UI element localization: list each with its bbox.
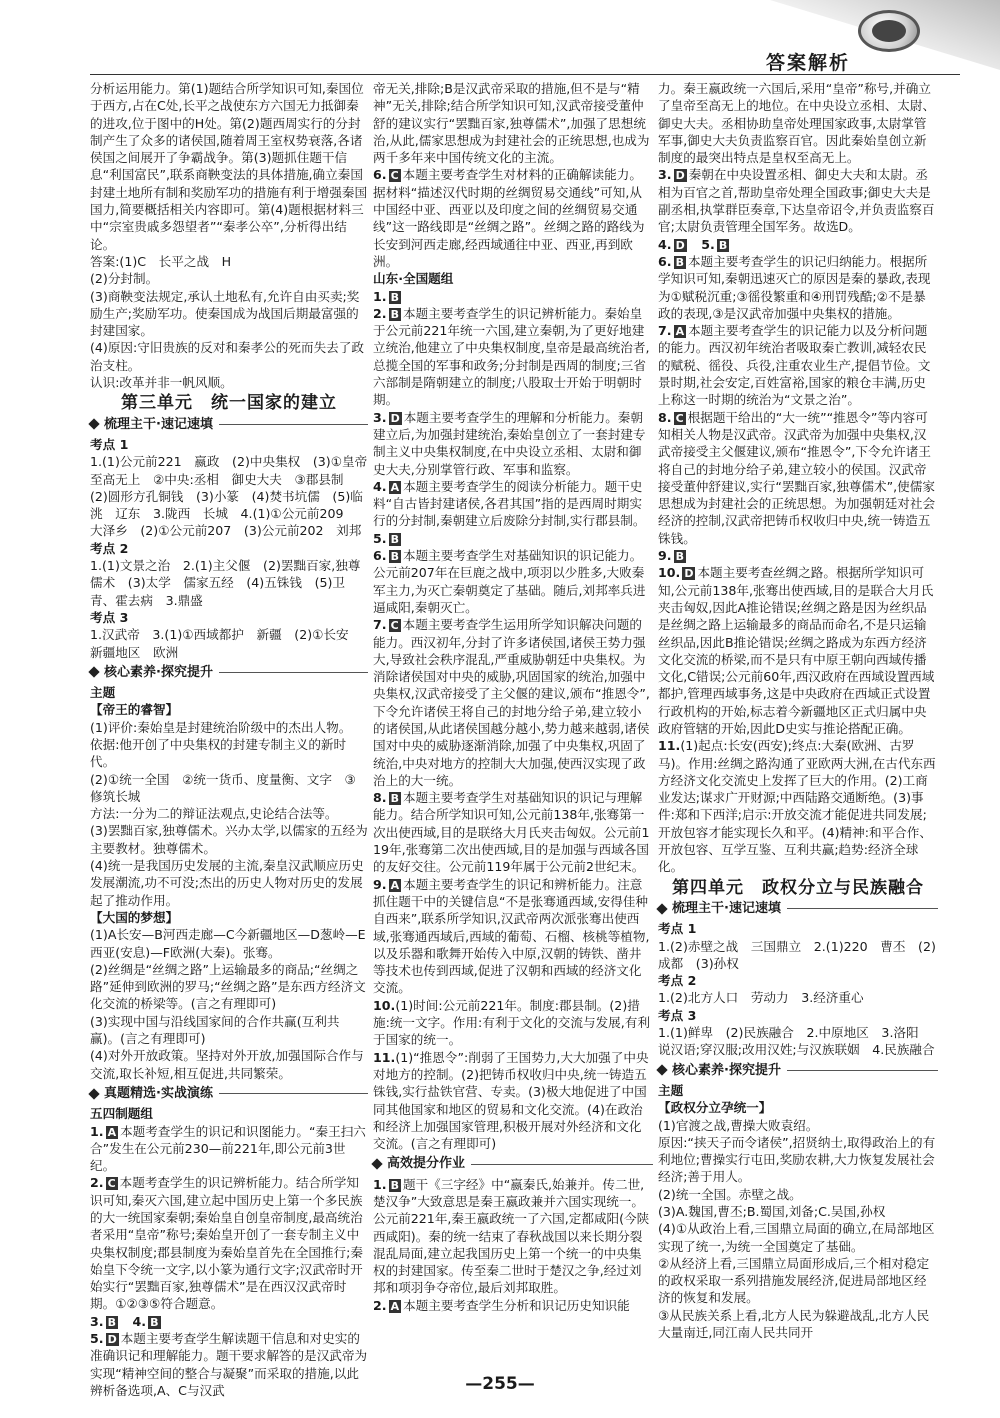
text-line: (3)实现中国与沿线国家间的合作共赢(互利共赢)。(言之有理即可) [90,1013,340,1047]
question-item: 5. D 本题主要考查学生解读题干信息和对史实的准确识记和理解能力。题干要求解答的是汉武帝为实现“精神空间的整合与凝聚”而采取的措施,以此辨析备选项,A、C与汉武 [90,1331,368,1398]
diamond-icon [88,1088,99,1099]
text-line: 原因:“挟天子而令诸侯”,招贤纳士,取得政治上的有利地位;曹操实行屯田,奖励农耕,大力恢复发展社会经济;善于用人。 [658,1134,936,1185]
text-line: (3)A.魏国,曹丕;B.蜀国,刘备;C.吴国,孙权 [658,1204,886,1219]
text-line: 力。秦王嬴政统一六国后,采用“皇帝”称号,并确立了皇帝至高无上的地位。在中央设立丞相、太尉、御史大夫。丞相协助皇帝处理国家政事,太尉掌管军事,御史大夫负责监察百官。因此秦始皇创立新制度的最突出特点是皇权至高无上。 [658,81,936,166]
question-item: 10. D 本题主要考查丝绸之路。根据所学知识可知,公元前138年,张骞出使西域,目的是联合大月氏夹击匈奴,因此A推论错误;丝绸之路是因为丝织品是丝绸之路上运输最多的商品而命名,不是只运输丝织品,因此B推论错误;丝绸之路成为东西方经济文化交流的桥梁,而不是只有中原王朝向西域传播文化,C错误;公元前60年,西汉政府在西域设置西域都护,管理西域事务,这是中央政府在西域正式设置行政机构的开始,标志着今新疆地区正式归属中央政府管辖的开始,因此D史实与推论搭配正确。 [658,565,935,736]
column-left [90,80,368,1398]
text-line: (2)①统一全国 ②统一货币、度量衡、文字 ③修筑长城 [90,771,356,804]
text-line: 分析运用能力。第(1)题结合所学知识可知,秦国位于西方,占在C处,长平之战使东方六国无力抵御秦的进攻,位于图中的H处。第(2)题西周实行的分封制产生了众多的诸侯国,随着周王室权势衰落,各诸侯国之间展开了争霸战争。第(3)题抓住题干信息“利国富民”,联系商鞅变法的具体措施,确立秦国封建土地所有制和奖励军功的措施有利于增强秦国国力,简要概括相关内容即可。第(4)题根据材料三中“宗室贵戚多怨望者”“秦孝公卒”,分析得出结论。 [90,81,368,252]
question-item: 4. D 5. B [658,236,728,252]
question-item: 6. B 本题主要考查学生对基础知识的识记能力。公元前207年在巨鹿之战中,项羽以少胜多,大败秦军主力,为灭亡秦朝奠定了基础。随后,刘邦率兵进逼咸阳,秦朝灭亡。 [373,548,646,615]
diamond-icon [656,1065,667,1076]
question-item: 4. A 本题主要考查学生的阅读分析能力。题干史料“自古皆封建诸侯,各君其国”指的是西周时期实行的分封制,秦朝建立后废除分封制,实行郡县制。 [373,478,646,529]
diamond-icon [88,667,99,678]
question-item: 9. B [658,548,684,564]
question-item: 6. B 本题主要考查学生的识记归纳能力。根据所学知识可知,秦朝迅速灭亡的原因是秦的暴政,表现为①赋税沉重;③徭役繁重和④刑罚残酷;②不是暴政的表现,③是汉武帝加强中央集权的措施。 [658,253,931,321]
text-line: (4)原因:守旧贵族的反对和秦孝公的死而失去了政治支柱。 [90,340,364,373]
text-line: (1)评价:秦始皇是封建统治阶级中的杰出人物。 [90,719,352,735]
point-text: 1.(1)文景之治 2.(1)主父偃 (2)罢黜百家,独尊儒术 (3)太学 儒家五经 (4)五铢钱 (5)卫青、霍去病 3.鼎盛 [90,558,361,608]
point-label: 考点 1 [90,436,129,452]
question-item: 9. A 本题主要考查学生的识记和辨析能力。注意抓住题干中的关键信息“不是张骞通西域,安得佳种自西来”,联系所学知识,汉武帝两次派张骞出使西域,张骞通西域后,西域的葡萄、石榴、核桃等植物,以及乐器和歌舞开始传入中原,汉朝的铸铁、凿井等技术也传到西域,促进了汉朝和西域的经济文化交流。 [373,876,650,996]
text-line: 答案:(1)C 长平之战 H [90,253,232,269]
question-item: 11.(1)起点:长安(西安);终点:大秦(欧洲、古罗马)。作用:丝绸之路沟通了亚欧两大洲,在古代东西方经济文化交流史上发挥了巨大的作用。(2)工商业发达;谋求广开财源;中西陆路交通断绝。(3)事件:郑和下西洋;启示:开放交流才能促进共同发展;开放包容才能实现长久和平。(4)精神:和平合作、开放包容、互学互鉴、互利共赢;趋势:经济全球化。 [658,738,936,875]
question-item: 7. A 本题主要考查学生的识记能力以及分析问题的能力。西汉初年统治者吸取秦亡教训,减轻农民的赋税、徭役、兵役,注重农业生产,提倡节俭。文景时期,社会安定,百姓富裕,国家的粮仓丰满,历史上称这一时期的统治为“文景之治”。 [658,323,931,408]
text-line: (4)对外开放政策。坚持对外开放,加强国际合作与交流,取长补短,相互促进,共同繁荣。 [90,1048,364,1081]
section-heading: 梳理主干·速记速填 [658,900,938,917]
box-title: 【政权分立孕统一】 [658,1100,772,1116]
theme-label: 主题 [90,685,116,701]
question-item: 7. C 本题主要考查学生运用所学知识解决问题的能力。西汉初年,分封了许多诸侯国,诸侯王势力强大,导致社会秩序混乱,严重威胁朝廷中央集权。为消除诸侯国对中央的威胁,巩固国家的统治,加强中央集权,汉武帝接受了主父偃的建议,颁布“推恩令”,下令允许诸侯王将自己的封地分给子弟,建立较小的诸侯国,从此诸侯国越分越小,势力越来越弱,诸侯国对中央的威胁逐渐消除,加强了中央集权,巩固了统治,中央对地方的控制大大加强,使西汉实现了政治上的大一统。 [373,617,650,788]
point-text: 1.(1)鲜卑 (2)民族融合 2.中原地区 3.洛阳 说汉语;穿汉服;改用汉姓;与汉族联姻 4.民族融合 [658,1025,935,1058]
text-line: (3)商鞅变法规定,承认土地私有,允许自由买卖;奖励生产;奖励军功。使秦国成为战国后期最富强的封建国家。 [90,288,360,339]
text-line: (1)官渡之战,曹操大败袁绍。 [658,1117,819,1133]
question-item: 1. B 题干《三字经》中“嬴秦氏,始兼并。传二世,楚汉争”大致意思是秦王嬴政兼并六国实现统一。公元前221年,秦王嬴政统一了六国,定都咸阳(今陕西咸阳)。秦的统一结束了春秋战国以来长期分裂混乱局面,建立起我国历史上第一个统一的中央集权的封建国家。传至秦二世时于楚汉之争,经过刘邦和项羽争夺帝位,最后刘邦取胜。 [373,1176,650,1296]
page-number: —255— [465,1374,535,1394]
point-text: 1.汉武帝 3.(1)①西域都护 新疆 (2)①长安 新疆地区 欧洲 [90,627,362,660]
group-label: 五四制题组 [90,1106,153,1122]
publisher-logo-icon [858,10,920,52]
point-label: 考点 3 [658,1007,697,1023]
text-line: 认识:改革并非一帆风顺。 [90,375,233,391]
unit-title: 第三单元 统一国家的建立 [121,393,337,414]
text-line: 帝无关,排除;B是汉武帝采取的措施,但不是与“精神”无关,排除;结合所学知识可知,汉武帝接受董仲舒的建议实行“罢黜百家,独尊儒术”,加强了思想统治,从此,儒家思想成为封建社会的正统思想,也成为两千多年来中国传统文化的主流。 [373,81,650,166]
question-item: 11.(1)“推恩令”:削弱了王国势力,大大加强了中央对地方的控制。(2)把铸币权收归中央,统一铸造五铢钱,实行盐铁官营、专卖。(3)极大地促进了中国同其他国家和地区的贸易和文化交流。(4)在政治和经济上加强国家管理,积极开展对外经济和文化交流。(言之有理即可) [373,1049,649,1152]
section-heading: 核心素养·探究提升 [658,1062,938,1079]
point-label: 考点 2 [90,540,129,556]
box-title: 【帝王的睿智】 [90,702,179,718]
question-item: 10.(1)时间:公元前221年。制度:郡县制。(2)措施:统一文字。作用:有利于文化的交流与发展,有利于国家的统一。 [373,997,650,1048]
theme-label: 主题 [658,1082,684,1098]
group-label: 山东·全国题组 [373,271,454,287]
point-text: 1.(2)北方人口 劳动力 3.经济重心 [658,990,864,1006]
text-line: (3)罢黜百家,独尊儒术。兴办太学,以儒家的五经为主要教材。独尊儒术。 [90,823,368,856]
box-title: 【大国的梦想】 [90,909,179,925]
question-item: 1. A 本题考查学生的识记和识图能力。“秦王扫六合”发生在公元前230—前221年,即公元前3世纪。 [90,1123,366,1174]
text-line: 方法:一分为二的辩证法观点,史论结合法等。 [90,806,338,822]
question-item: 5. B [373,530,399,546]
question-item: 2. A 本题主要考查学生分析和识记历史知识能 [373,1297,630,1313]
text-line: (2)统一全国。赤壁之战。 [658,1186,802,1202]
section-heading: 梳理主干·速记速填 [90,416,368,433]
question-item: 8. C 根据题干给出的“大一统”“推恩令”等内容可知相关人物是汉武帝。汉武帝为加强中央集权,汉武帝接受主父偃建议,颁布“推恩令”,下令允许诸王将自己的封地分给子弟,建立较小的侯国。汉武帝接受董仲舒建议,实行“罢黜百家,独尊儒术”,使儒家思想成为封建社会的正统思想。为加强朝廷对社会经济的控制,汉武帝把铸币权收归中央,统一铸造五铢钱。 [658,409,936,546]
text-line: ②从经济上看,三国鼎立局面形成后,三个相对稳定的政权采取一系列措施发展经济,促进局部地区经济的恢复和发展。 [658,1255,930,1306]
point-label: 考点 3 [90,609,129,625]
section-heading: 高效提分作业 [373,1155,653,1172]
question-item: 2. C 本题考查学生的识记辨析能力。结合所学知识可知,秦灭六国,建立起中国历史上第一个多民族的大一统国家秦朝;秦始皇自创皇帝制度,最高统治者采用“皇帝”称号;秦始皇开创了一套专制主义中央集权制度;郡县制度为秦始皇首先在全国推行;秦始皇下令统一文字,以小篆为通行文字;汉武帝时开始实行“罢黜百家,独尊儒术”是在西汉汉武帝时期。①②③⑤符合题意。 [90,1175,363,1312]
point-text: 1.(2)赤壁之战 三国鼎立 2.(1)220 曹丕 (2)成都 (3)孙权 [658,938,936,971]
question-item: 8. B 本题主要考查学生对基础知识的识记与理解能力。结合所学知识可知,公元前138年,张骞第一次出使西域,目的是联络大月氏夹击匈奴。公元前119年,张骞第二次出使西域,目的是加强与西域各国的友好交往。公元前119年属于公元前2世纪末。 [373,790,650,875]
text-line: (1)A长安—B河西走廊—C今新疆地区—D葱岭—E西亚(安息)—F欧洲(大秦)。张骞。 [90,927,366,960]
question-item: 2. B 本题主要考查学生的识记辨析能力。秦始皇于公元前221年统一六国,建立秦朝,为了更好地建立统治,他建立了中央集权制度,皇帝是最高统治者,总揽全国的军事和政务;分封制是西周的制度;三省六部制是隋朝建立的制度;八股取士开始于明朝时期。 [373,305,650,408]
text-line: (2)分封制。 [90,271,159,287]
diamond-icon [656,903,667,914]
text-line: 依据:他开创了中央集权的封建专制主义的新时代。 [90,736,347,770]
diamond-icon [371,1158,382,1169]
text-line: (2)丝绸是“丝绸之路”上运输最多的商品;“丝绸之路”延伸到欧洲的罗马;“丝绸之路”是东西方经济文化交流的桥梁等。(言之有理即可) [90,961,366,1012]
question-item: 3. D 秦朝在中央设置丞相、御史大夫和太尉。丞相为百官之首,帮助皇帝处理全国政事;御史大夫是副丞相,执掌群臣奏章,下达皇帝诏令,并负责监察百官;太尉负责管理全国军务。故选D。 [658,167,935,235]
diamond-icon [88,419,99,430]
question-item: 3. D 本题主要考查学生的理解和分析能力。秦朝建立后,为加强封建统治,秦始皇创立了一套封建专制主义中央集权制度,在中央设立丞相、太尉和御史大夫,分别掌管行政、军事和监察。 [373,409,646,477]
point-text: 1.(1)公元前221 嬴政 (2)中央集权 (3)①皇帝至高无上 ②中央:丞相 御史大夫 ③郡县制 (2)圆形方孔铜钱 (3)小篆 (4)焚书坑儒 (5)临洮 辽东 3.陇西 长城 4.(1)①公元前209 大泽乡 (2)①公元前207 (3)公元前202 刘邦 [90,454,368,539]
column-right [658,80,938,1360]
question-item: 3. B 4. B [90,1313,159,1329]
header-divider [90,74,960,75]
unit-title: 第四单元 政权分立与民族融合 [672,877,924,898]
text-line: (4)①从政治上看,三国鼎立局面的确立,在局部地区实现了统一,为统一全国奠定了基础。 [658,1221,935,1254]
section-heading: 真题精选·实战演练 [90,1085,368,1102]
text-line: (4)统一是我国历史发展的主流,秦皇汉武顺应历史发展潮流,功不可没;杰出的历史人物对历史的发展起了推动作用。 [90,858,364,908]
header-title: 答案解析 [765,52,850,74]
section-heading: 核心素养·探究提升 [90,664,368,681]
point-label: 考点 1 [658,921,697,937]
column-middle [373,80,653,1360]
question-item: 6. C 本题主要考查学生对材料的正确解读能力。据材料“描述汉代时期的丝绸贸易交通线”可知,从中国经中亚、西亚以及印度之间的丝绸贸易交通线”这一路线即是“丝绸之路”。丝绸之路的路线为长安到河西走廊,经西域通往中亚、西亚,再到欧洲。 [373,167,645,269]
question-item: 1. B [373,288,399,304]
point-label: 考点 2 [658,973,697,989]
text-line: ③从民族关系上看,北方人民为躲避战乱,北方人民大量南迁,同江南人民共同开 [658,1307,930,1341]
